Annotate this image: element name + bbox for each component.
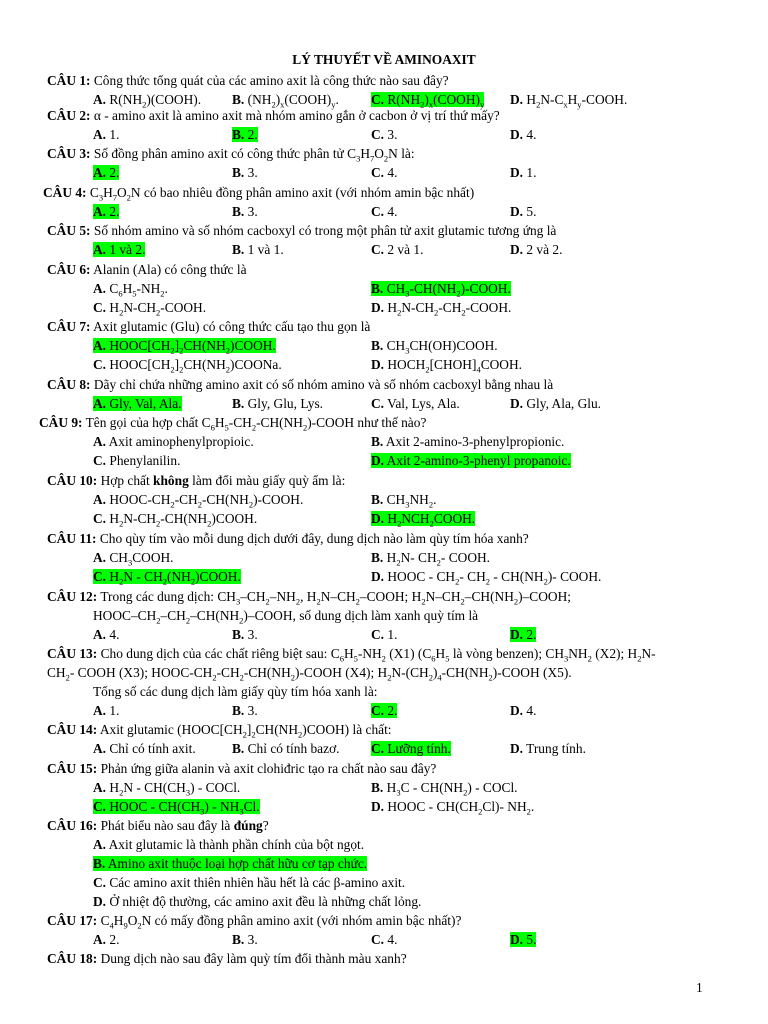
option-text: 1. xyxy=(523,165,537,180)
option-letter: C. xyxy=(93,875,107,890)
document-title: LÝ THUYẾT VỀ AMINOAXIT xyxy=(292,52,476,67)
question-text: Dãy chỉ chứa những amino axit có số nhóm amino và số nhóm cacboxyl bằng nhau là xyxy=(93,377,554,392)
option-text: 1. xyxy=(106,127,120,142)
correct-answer-highlight xyxy=(93,165,119,180)
option-letter: B. xyxy=(232,741,245,756)
option-text: $H_2N-CH_2$-COOH. xyxy=(106,300,207,318)
answer-option-b[interactable] xyxy=(232,164,258,182)
option-letter: C. xyxy=(371,127,385,142)
question-stem xyxy=(47,721,392,739)
answer-option-a[interactable] xyxy=(93,395,182,413)
option-text: $HOCH_2[CHOH]_4COOH$. xyxy=(384,357,522,375)
answer-option-c[interactable] xyxy=(371,395,460,413)
correct-answer-highlight xyxy=(371,281,511,299)
answer-option-c[interactable] xyxy=(93,452,180,470)
question-text-continued: Tổng số các dung dịch làm giấy qùy tím hóa xanh là: xyxy=(93,684,378,699)
option-text: 1. xyxy=(106,703,120,718)
option-letter: A. xyxy=(93,396,107,411)
question-text: Dung dịch nào sau đây làm quỳ tím đổi thành màu xanh? xyxy=(100,951,407,966)
answer-option-d[interactable] xyxy=(510,126,536,144)
answer-option-b[interactable] xyxy=(371,433,564,451)
answer-option-d[interactable] xyxy=(510,931,536,949)
option-letter: A. xyxy=(93,703,107,718)
question-emphasis: không xyxy=(153,473,189,488)
option-letter: C. xyxy=(93,300,107,315)
question-number: CÂU 9: xyxy=(39,415,83,430)
answer-option-c[interactable] xyxy=(371,241,423,259)
question-text: Phát biểu nào sau đây là xyxy=(100,818,234,833)
option-letter: B. xyxy=(371,550,384,565)
question-text-continued: HOOC–$CH_2-CH_2-CH(NH_2)$–COOH, số dung dịch làm xanh quỳ tím là xyxy=(93,608,479,626)
question-emphasis: đúng xyxy=(233,818,263,833)
correct-answer-highlight xyxy=(371,453,571,468)
option-text: Ở nhiệt độ thường, các amino axit đều là những chất lỏng. xyxy=(106,894,422,909)
question-stem xyxy=(47,472,345,490)
question-number: CÂU 2: xyxy=(47,108,91,123)
answer-option-d[interactable] xyxy=(371,356,522,374)
option-letter: B. xyxy=(232,92,245,107)
answer-option-d[interactable] xyxy=(371,299,511,317)
question-number: CÂU 11: xyxy=(47,531,97,546)
question-text-end: ? xyxy=(262,818,269,833)
correct-answer-highlight xyxy=(93,204,119,219)
option-text: 2. xyxy=(106,165,120,180)
answer-option-b[interactable] xyxy=(232,702,258,720)
option-letter: A. xyxy=(93,338,107,353)
option-text: $CH_3COOH$. xyxy=(106,550,174,568)
question-text: Số nhóm amino và số nhóm cacboxyl có trong một phân tử axit glutamic tương ứng là xyxy=(93,223,557,238)
option-text: $R(NH_2)(COOH)$. xyxy=(106,92,202,110)
option-letter: D. xyxy=(510,932,524,947)
option-letter: D. xyxy=(371,453,385,468)
option-text: $HOOC[CH_2]_2CH(NH_2)COONa$. xyxy=(106,357,282,375)
option-letter: C. xyxy=(371,165,385,180)
option-letter: A. xyxy=(93,127,107,142)
answer-option-a[interactable] xyxy=(93,241,145,259)
answer-option-d[interactable] xyxy=(371,452,571,470)
answer-option-b[interactable] xyxy=(232,931,258,949)
question-text: Cho dung dịch của các chất riêng biệt sau: $C_6H_5-NH_2$ (X1) ($C_6H_5$ là vòng benzen); $CH_3NH_2$ (X2); $H_2N-$ xyxy=(100,646,656,664)
answer-option-c[interactable] xyxy=(371,931,397,949)
option-text: Gly, Glu, Lys. xyxy=(244,396,324,411)
option-text: $H_2N - CH(CH_3)$ - COCl. xyxy=(106,780,241,798)
option-text: 2. xyxy=(106,204,120,219)
option-text: $C_6H_5-NH_2$. xyxy=(106,281,168,299)
answer-option-a[interactable] xyxy=(93,280,168,298)
option-letter: A. xyxy=(93,165,107,180)
question-number: CÂU 5: xyxy=(47,223,91,238)
question-text: Alanin (Ala) có công thức là xyxy=(93,262,247,277)
question-text: Hợp chất xyxy=(100,473,154,488)
answer-option-a[interactable] xyxy=(93,203,119,221)
option-text: Axit 2-amino-3-phenylpropionic. xyxy=(383,434,565,449)
answer-option-b[interactable] xyxy=(232,626,258,644)
correct-answer-highlight xyxy=(371,703,397,718)
option-text: Chỉ có tính axit. xyxy=(106,741,196,756)
question-text: Công thức tổng quát của các amino axit là công thức nào sau đây? xyxy=(93,73,449,88)
option-text: Các amino axit thiên nhiên hầu hết là các β-amino axit. xyxy=(106,875,406,890)
option-text: 4. xyxy=(384,204,398,219)
answer-option-a[interactable] xyxy=(93,836,364,854)
question-stem xyxy=(47,950,407,968)
correct-answer-highlight xyxy=(93,242,145,257)
option-letter: C. xyxy=(93,799,107,814)
correct-answer-highlight xyxy=(93,799,260,817)
option-letter: A. xyxy=(93,837,107,852)
question-stem xyxy=(47,145,415,163)
answer-option-a[interactable] xyxy=(93,626,119,644)
correct-answer-highlight xyxy=(510,932,536,947)
answer-option-b[interactable] xyxy=(232,395,323,413)
option-letter: B. xyxy=(93,856,106,871)
question-text: Cho qùy tím vào mỗi dung dịch dưới đây, dung dịch nào làm qùy tím hóa xanh? xyxy=(99,531,529,546)
option-text: 4. xyxy=(106,627,120,642)
correct-answer-highlight xyxy=(371,741,451,756)
question-number: CÂU 1: xyxy=(47,73,91,88)
answer-option-d[interactable] xyxy=(371,510,475,528)
answer-option-a[interactable] xyxy=(93,126,119,144)
option-text: Phenylanilin. xyxy=(106,453,181,468)
question-stem xyxy=(47,222,556,240)
option-letter: C. xyxy=(371,204,385,219)
option-letter: A. xyxy=(93,92,107,107)
option-text: HOOC - $CH(CH_2Cl)-$ $NH_2$. xyxy=(384,799,535,817)
answer-option-d[interactable] xyxy=(510,626,536,644)
question-number: CÂU 10: xyxy=(47,473,98,488)
answer-option-a[interactable] xyxy=(93,779,240,797)
option-text: $H_2N-CH_2-CH(NH_2)COOH$. xyxy=(106,511,258,529)
option-text: 1 và 2. xyxy=(106,242,146,257)
option-letter: D. xyxy=(510,165,524,180)
option-letter: C. xyxy=(371,242,385,257)
option-letter: C. xyxy=(371,627,385,642)
answer-option-c[interactable] xyxy=(93,568,241,586)
option-text: HOOC - $CH(CH_3) - NH_3Cl$. xyxy=(106,799,260,817)
correct-answer-highlight xyxy=(232,127,258,142)
option-letter: C. xyxy=(371,92,385,107)
question-number: CÂU 17: xyxy=(47,913,98,928)
answer-option-a[interactable] xyxy=(93,164,119,182)
option-text: $R(NH_2)_x(COOH)_y$ xyxy=(384,92,485,110)
answer-option-d[interactable] xyxy=(510,91,627,109)
question-text-continued: $CH_2-$ COOH (X3); HOOC-$CH_2-CH_2-CH(NH_2)$-COOH (X4); $H_2N-(CH_2)_4-CH(NH_2)$-COOH (X5). xyxy=(47,665,572,683)
option-letter: B. xyxy=(371,338,384,353)
option-letter: D. xyxy=(510,741,524,756)
option-text: Amino axit thuộc loại hợp chất hữu cơ tạp chức. xyxy=(105,856,368,871)
question-text: Phản ứng giữa alanin và axit clohiđric tạo ra chất nào sau đây? xyxy=(100,761,437,776)
option-text: Gly, Val, Ala. xyxy=(106,396,182,411)
option-text: $H_2N-C_xH_y$-COOH. xyxy=(523,92,628,110)
option-text: Axit glutamic là thành phần chính của bột ngọt. xyxy=(106,837,365,852)
question-number: CÂU 18: xyxy=(47,951,98,966)
answer-option-c[interactable] xyxy=(93,874,405,892)
question-stem xyxy=(47,72,449,90)
question-number: CÂU 7: xyxy=(47,319,91,334)
answer-option-b[interactable] xyxy=(93,855,367,873)
option-text: Gly, Ala, Glu. xyxy=(523,396,602,411)
option-text: Lưỡng tính. xyxy=(384,741,451,756)
question-number: CÂU 16: xyxy=(47,818,98,833)
answer-option-c[interactable] xyxy=(371,164,397,182)
answer-option-a[interactable] xyxy=(93,337,276,355)
question-stem xyxy=(47,376,553,394)
option-letter: B. xyxy=(232,204,245,219)
answer-option-c[interactable] xyxy=(371,126,397,144)
question-stem xyxy=(47,645,656,663)
correct-answer-highlight xyxy=(93,856,367,871)
question-stem xyxy=(43,184,474,202)
answer-option-b[interactable] xyxy=(371,549,490,567)
correct-answer-highlight xyxy=(93,396,182,411)
question-number: CÂU 13: xyxy=(47,646,98,661)
option-letter: D. xyxy=(510,242,524,257)
question-stem xyxy=(47,261,247,279)
option-text: 3. xyxy=(244,627,258,642)
option-letter: B. xyxy=(371,780,384,795)
option-letter: D. xyxy=(510,92,524,107)
answer-option-b[interactable] xyxy=(232,740,340,758)
question-text: $C_4H_9O_2N$ có mấy đồng phân amino axit (với nhóm amin bậc nhất)? xyxy=(100,913,462,931)
option-letter: D. xyxy=(371,569,385,584)
option-letter: A. xyxy=(93,492,107,507)
option-text: $H_3C - CH(NH_2)$ - COCl. xyxy=(383,780,518,798)
option-text: Val, Lys, Ala. xyxy=(384,396,460,411)
page-number: 1 xyxy=(696,980,703,995)
answer-option-d[interactable] xyxy=(510,203,536,221)
answer-option-d[interactable] xyxy=(510,702,536,720)
option-text: Axit aminophenylpropioic. xyxy=(106,434,254,449)
question-stem xyxy=(47,107,500,125)
option-letter: D. xyxy=(371,300,385,315)
answer-option-d[interactable] xyxy=(510,740,586,758)
answer-option-c[interactable] xyxy=(93,299,206,317)
option-letter: C. xyxy=(371,703,385,718)
answer-option-b[interactable] xyxy=(232,126,258,144)
option-letter: D. xyxy=(371,357,385,372)
answer-option-c[interactable] xyxy=(371,626,397,644)
option-text: 4. xyxy=(384,165,398,180)
option-text: $(NH_2)_x(COOH)_y$. xyxy=(244,92,339,110)
option-text: 5. xyxy=(523,204,537,219)
option-letter: D. xyxy=(510,396,524,411)
correct-answer-highlight xyxy=(371,511,476,529)
option-text: $H_2NCH_2COOH$. xyxy=(384,511,476,529)
answer-option-d[interactable] xyxy=(93,893,421,911)
question-stem xyxy=(47,817,269,835)
question-number: CÂU 14: xyxy=(47,722,98,737)
option-letter: B. xyxy=(232,396,245,411)
option-text: $CH_3CH(OH)COOH$. xyxy=(383,338,498,356)
answer-option-a[interactable] xyxy=(93,491,303,509)
answer-option-a[interactable] xyxy=(93,433,254,451)
answer-option-b[interactable] xyxy=(371,779,518,797)
option-letter: C. xyxy=(93,357,107,372)
option-letter: D. xyxy=(510,204,524,219)
answer-option-c[interactable] xyxy=(371,203,397,221)
answer-option-a[interactable] xyxy=(93,740,196,758)
option-letter: B. xyxy=(371,281,384,296)
correct-answer-highlight xyxy=(93,569,241,587)
answer-option-c[interactable] xyxy=(371,740,451,758)
answer-option-c[interactable] xyxy=(93,510,257,528)
question-number: CÂU 3: xyxy=(47,146,91,161)
option-text: 3. xyxy=(244,703,258,718)
option-text: $H_2N$ - $CH_2(NH_2)COOH$. xyxy=(106,569,241,587)
option-letter: B. xyxy=(232,932,245,947)
option-letter: A. xyxy=(93,741,107,756)
option-text: Trung tính. xyxy=(523,741,586,756)
question-number: CÂU 8: xyxy=(47,377,91,392)
question-text-end: làm đổi màu giấy quỳ ẩm là: xyxy=(188,473,346,488)
option-text: HOOC - $CH_2-$ $CH_2 - CH(NH_2)-$ COOH. xyxy=(384,569,602,587)
question-text: α - amino axit là amino axit mà nhóm amino gắn ở cacbon ở vị trí thứ mấy? xyxy=(93,108,500,123)
answer-option-c[interactable] xyxy=(93,798,260,816)
option-text: $H_2N-$ $CH_2-$ COOH. xyxy=(383,550,491,568)
answer-option-d[interactable] xyxy=(371,568,601,586)
option-text: 2. xyxy=(384,703,398,718)
question-text: Axit glutamic $(HOOC[CH_2]_2CH(NH_2)COOH)$ là chất: xyxy=(99,722,392,740)
answer-option-b[interactable] xyxy=(232,241,284,259)
option-letter: A. xyxy=(93,627,107,642)
answer-option-c[interactable] xyxy=(93,356,282,374)
option-letter: D. xyxy=(371,799,385,814)
option-text: 2. xyxy=(106,932,120,947)
answer-option-c[interactable] xyxy=(371,702,397,720)
option-text: 2 và 2. xyxy=(523,242,563,257)
correct-answer-highlight xyxy=(510,627,536,642)
answer-option-a[interactable] xyxy=(93,549,174,567)
answer-option-b[interactable] xyxy=(371,491,436,509)
option-text: 1. xyxy=(384,627,398,642)
option-text: 4. xyxy=(523,127,537,142)
option-letter: B. xyxy=(371,434,384,449)
option-letter: B. xyxy=(232,703,245,718)
question-text: Axit glutamic (Glu) có công thức cấu tạo thu gọn là xyxy=(93,319,371,334)
answer-option-d[interactable] xyxy=(510,164,536,182)
option-text: 2. xyxy=(244,127,258,142)
option-letter: D. xyxy=(510,703,524,718)
option-letter: C. xyxy=(93,569,107,584)
answer-option-b[interactable] xyxy=(371,337,498,355)
option-letter: A. xyxy=(93,281,107,296)
option-letter: B. xyxy=(232,165,245,180)
option-text: 3. xyxy=(244,165,258,180)
option-letter: A. xyxy=(93,204,107,219)
question-text: Trong các dung dịch: $CH_3-CH_2-NH_2$, $H_2N-CH_2$–COOH; $H_2N-CH_2-CH(NH_2)$–COOH; xyxy=(100,589,571,607)
option-letter: C. xyxy=(371,741,385,756)
option-letter: C. xyxy=(93,453,107,468)
answer-option-a[interactable] xyxy=(93,702,119,720)
option-letter: C. xyxy=(371,932,385,947)
option-letter: B. xyxy=(232,127,245,142)
option-letter: A. xyxy=(93,434,107,449)
option-text: 3. xyxy=(384,127,398,142)
answer-option-d[interactable] xyxy=(371,798,534,816)
question-number: CÂU 12: xyxy=(47,589,98,604)
option-text: 4. xyxy=(523,703,537,718)
answer-option-b[interactable] xyxy=(371,280,511,298)
option-text: $HOOC[CH_2]_2CH(NH_2)COOH$. xyxy=(106,338,276,356)
option-letter: A. xyxy=(93,932,107,947)
option-letter: B. xyxy=(232,627,245,642)
option-letter: D. xyxy=(510,127,524,142)
option-text: HOOC-$CH_2-CH_2-CH(NH_2)$-COOH. xyxy=(106,492,304,510)
question-stem xyxy=(47,318,370,336)
question-number: CÂU 6: xyxy=(47,262,91,277)
option-letter: A. xyxy=(93,780,107,795)
correct-answer-highlight xyxy=(371,92,485,110)
answer-option-d[interactable] xyxy=(510,241,562,259)
option-letter: A. xyxy=(93,550,107,565)
question-stem xyxy=(47,588,571,606)
option-letter: D. xyxy=(510,627,524,642)
option-text: 2 và 1. xyxy=(384,242,424,257)
option-text: $CH_3NH_2$. xyxy=(383,492,437,510)
question-number: CÂU 15: xyxy=(47,761,98,776)
question-stem xyxy=(39,414,426,432)
option-text: 4. xyxy=(384,932,398,947)
option-letter: B. xyxy=(232,242,245,257)
option-letter: C. xyxy=(93,511,107,526)
option-text: 5. xyxy=(523,932,537,947)
question-stem xyxy=(47,912,461,930)
option-text: 1 và 1. xyxy=(244,242,284,257)
question-text: Số đồng phân amino axit có công thức phân tử $C_3H_7O_2N$ là: xyxy=(93,146,415,164)
option-text: Chỉ có tính bazơ. xyxy=(244,741,340,756)
question-stem xyxy=(47,760,436,778)
option-text: $H_2N-CH_2-CH_2$-COOH. xyxy=(384,300,512,318)
option-text: 3. xyxy=(244,932,258,947)
answer-option-d[interactable] xyxy=(510,395,601,413)
question-stem xyxy=(47,530,529,548)
option-text: Axit 2-amino-3-phenyl propanoic. xyxy=(384,453,571,468)
question-text: $C_3H_7O_2N$ có bao nhiêu đồng phân amino axit (với nhóm amin bậc nhất) xyxy=(89,185,475,203)
option-letter: D. xyxy=(93,894,107,909)
option-text: 3. xyxy=(244,204,258,219)
option-text: 2. xyxy=(523,627,537,642)
correct-answer-highlight xyxy=(93,338,276,356)
answer-option-a[interactable] xyxy=(93,931,119,949)
question-text: Tên gọi của hợp chất $C_6H_5-CH_2-CH(NH_2)$-COOH như thế nào? xyxy=(85,415,427,433)
question-number: CÂU 4: xyxy=(43,185,87,200)
option-letter: B. xyxy=(371,492,384,507)
option-text: $CH_3-CH(NH_2)$-COOH. xyxy=(383,281,511,299)
option-letter: D. xyxy=(371,511,385,526)
answer-option-b[interactable] xyxy=(232,203,258,221)
option-letter: A. xyxy=(93,242,107,257)
option-letter: C. xyxy=(371,396,385,411)
